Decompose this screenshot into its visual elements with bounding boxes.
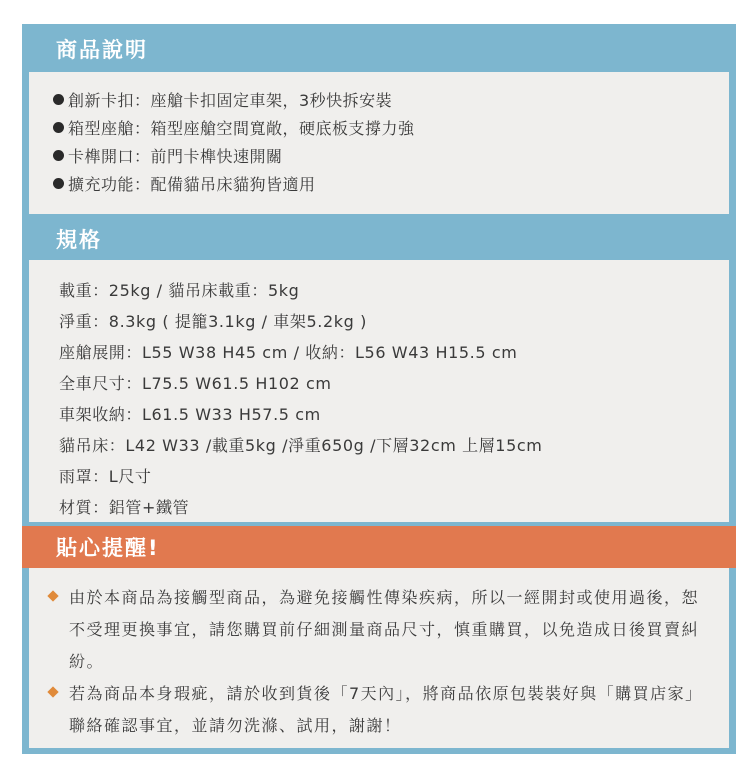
section-title: 規格 bbox=[56, 228, 102, 252]
spec-line: 雨罩：L尺寸 bbox=[59, 467, 152, 486]
spec-line: 貓吊床：L42 W33 /載重5kg /淨重650g /下層32cm 上層15cm bbox=[59, 436, 543, 455]
spec-line: 座艙展開：L55 W38 H45 cm / 收納：L56 W43 H15.5 cm bbox=[59, 343, 518, 362]
reminder-note: 若為商品本身瑕疵，請於收到貨後「7天內」，將商品依原包裝裝好與「購買店家」聯絡確認事宜，並請勿洗滌、試用，謝謝！ bbox=[51, 678, 701, 742]
section-header-product-description bbox=[22, 28, 736, 70]
reminder-panel bbox=[29, 568, 729, 748]
specifications-panel bbox=[29, 260, 729, 522]
spec-line: 載重：25kg / 貓吊床載重：5kg bbox=[59, 281, 300, 300]
product-description-panel bbox=[29, 72, 729, 214]
spec-line: 全車尺寸：L75.5 W61.5 H102 cm bbox=[59, 374, 332, 393]
content-frame bbox=[22, 24, 736, 754]
feature-item: 擴充功能：配備貓吊床貓狗皆適用 bbox=[53, 172, 316, 195]
spec-line: 車架收納：L61.5 W33 H57.5 cm bbox=[59, 405, 321, 424]
section-title: 商品說明 bbox=[56, 38, 148, 62]
section-header-reminder bbox=[22, 526, 736, 568]
section-title: 貼心提醒! bbox=[56, 536, 160, 560]
spec-line: 淨重：8.3kg ( 提籠3.1kg / 車架5.2kg ) bbox=[59, 312, 367, 331]
section-header-specifications bbox=[22, 218, 736, 260]
feature-item: 創新卡扣：座艙卡扣固定車架，3秒快拆安裝 bbox=[53, 88, 392, 111]
reminder-note: 由於本商品為接觸型商品，為避免接觸性傳染疾病，所以一經開封或使用過後，恕不受理更換事宜，請您購買前仔細測量商品尺寸，慎重購買，以免造成日後買賣糾紛。 bbox=[51, 582, 701, 678]
feature-item: 箱型座艙：箱型座艙空間寬敞，硬底板支撐力強 bbox=[53, 116, 415, 139]
feature-item: 卡榫開口：前門卡榫快速開關 bbox=[53, 144, 283, 167]
spec-line: 材質：鋁管+鐵管 bbox=[59, 498, 190, 517]
